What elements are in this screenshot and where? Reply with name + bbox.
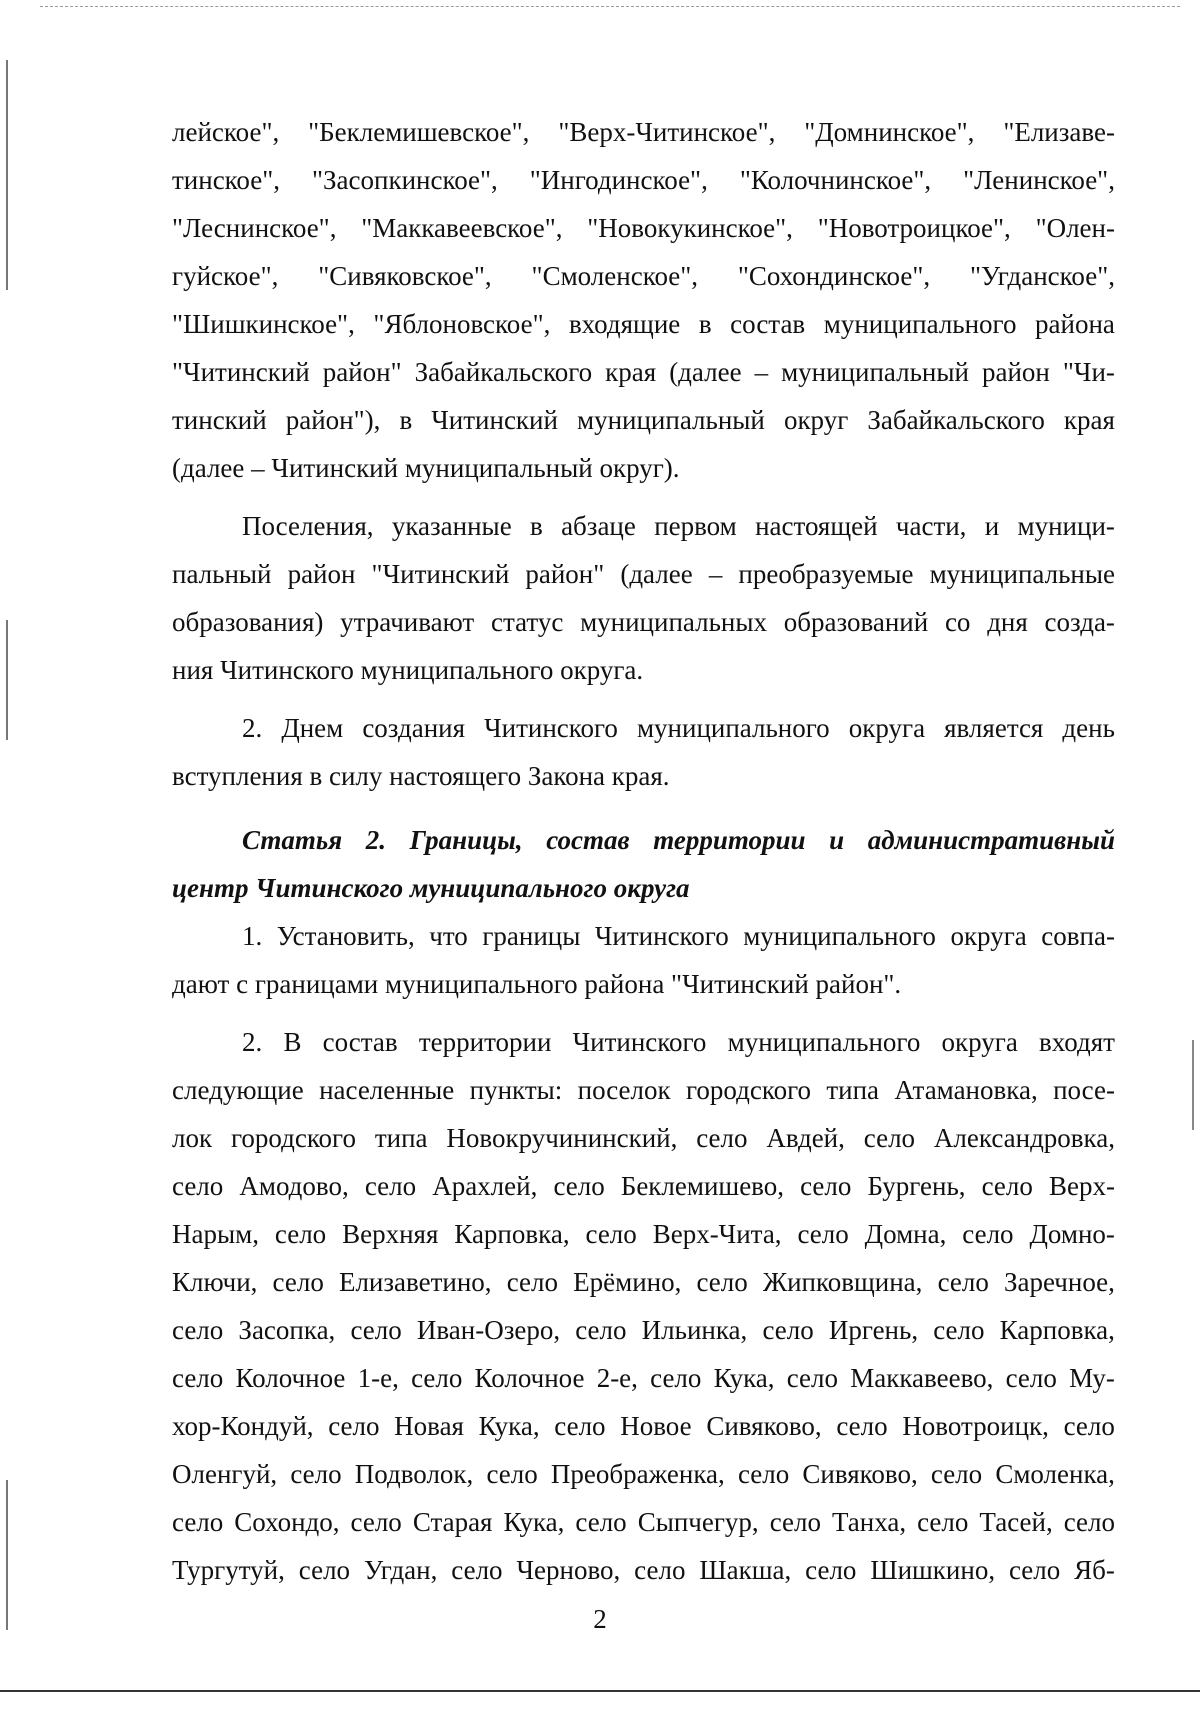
text-line: тинское", "Засопкинское", "Ингодинское", "Колочнинское", "Ленинское", — [172, 165, 1115, 195]
text-line: Поселения, указанные в абзаце первом настоящей части, и муници- — [242, 511, 1115, 541]
heading-line: Статья 2. Границы, состав территории и административный — [242, 825, 1115, 855]
text-line: 1. Установить, что границы Читинского муниципального округа совпа- — [242, 921, 1115, 951]
paragraph — [172, 912, 1115, 1008]
text-line: Ключи, село Елизаветино, село Ерёмино, село Жипковщина, село Заречное, — [172, 1267, 1115, 1297]
text-line: (далее – Читинский муниципальный округ). — [172, 453, 680, 483]
text-line: хор-Кондуй, село Новая Кука, село Новое Сивяково, село Новотроицк, село — [172, 1411, 1115, 1441]
text-line: Нарым, село Верхняя Карповка, село Верх-Чита, село Домна, село Домно- — [172, 1219, 1115, 1249]
text-line: село Амодово, село Арахлей, село Беклемишево, село Бургень, село Верх- — [172, 1171, 1115, 1201]
text-line: лейское", "Беклемишевское", "Верх-Читинское", "Домнинское", "Елизаве- — [172, 117, 1115, 147]
text-line: "Шишкинское", "Яблоновское", входящие в состав муниципального района — [172, 309, 1115, 339]
scan-top-border — [40, 6, 1180, 7]
text-line: ния Читинского муниципального округа. — [172, 655, 644, 685]
text-line: Оленгуй, село Подволок, село Преображенка, село Сивяково, село Смоленка, — [172, 1459, 1115, 1489]
scan-right-edge-mark — [1192, 1040, 1194, 1130]
paragraph — [172, 1018, 1115, 1594]
text-line: тинский район"), в Читинский муниципальный округ Забайкальского края — [172, 405, 1115, 435]
text-line: гуйское", "Сивяковское", "Смоленское", "Сохондинское", "Угданское", — [172, 261, 1115, 291]
page-number: 2 — [593, 1604, 607, 1634]
document-body — [172, 108, 1115, 1594]
text-line: лок городского типа Новокручининский, село Авдей, село Александровка, — [172, 1123, 1115, 1153]
article-heading — [172, 816, 1115, 912]
text-line: 2. Днем создания Читинского муниципального округа является день — [242, 713, 1115, 743]
text-line: село Колочное 1-е, село Колочное 2-е, село Кука, село Маккавеево, село Му- — [172, 1363, 1115, 1393]
text-line: село Сохондо, село Старая Кука, село Сыпчегур, село Танха, село Тасей, село — [172, 1507, 1115, 1537]
scan-left-edge-mark — [6, 60, 8, 290]
scan-left-edge-mark — [6, 620, 8, 740]
text-line: дают с границами муниципального района "Читинский район". — [172, 969, 902, 999]
text-line: "Леснинское", "Маккавеевское", "Новокукинское", "Новотроицкое", "Олен- — [172, 213, 1115, 243]
text-line: образования) утрачивают статус муниципальных образований со дня созда- — [172, 607, 1115, 637]
text-line: Тургутуй, село Угдан, село Черново, село Шакша, село Шишкино, село Яб- — [172, 1555, 1115, 1585]
text-line: село Засопка, село Иван-Озеро, село Ильинка, село Иргень, село Карповка, — [172, 1315, 1115, 1345]
scan-bottom-border — [0, 1690, 1200, 1692]
paragraph — [172, 704, 1115, 800]
heading-line: центр Читинского муниципального округа — [172, 873, 690, 903]
text-line: "Читинский район" Забайкальского края (далее – муниципальный район "Чи- — [172, 357, 1115, 387]
paragraph — [172, 108, 1115, 492]
text-line: 2. В состав территории Читинского муниципального округа входят — [242, 1027, 1115, 1057]
paragraph — [172, 502, 1115, 694]
text-line: пальный район "Читинский район" (далее – преобразуемые муниципальные — [172, 559, 1115, 589]
text-line: следующие населенные пункты: поселок городского типа Атамановка, посе- — [172, 1075, 1115, 1105]
text-line: вступления в силу настоящего Закона края. — [172, 761, 670, 791]
